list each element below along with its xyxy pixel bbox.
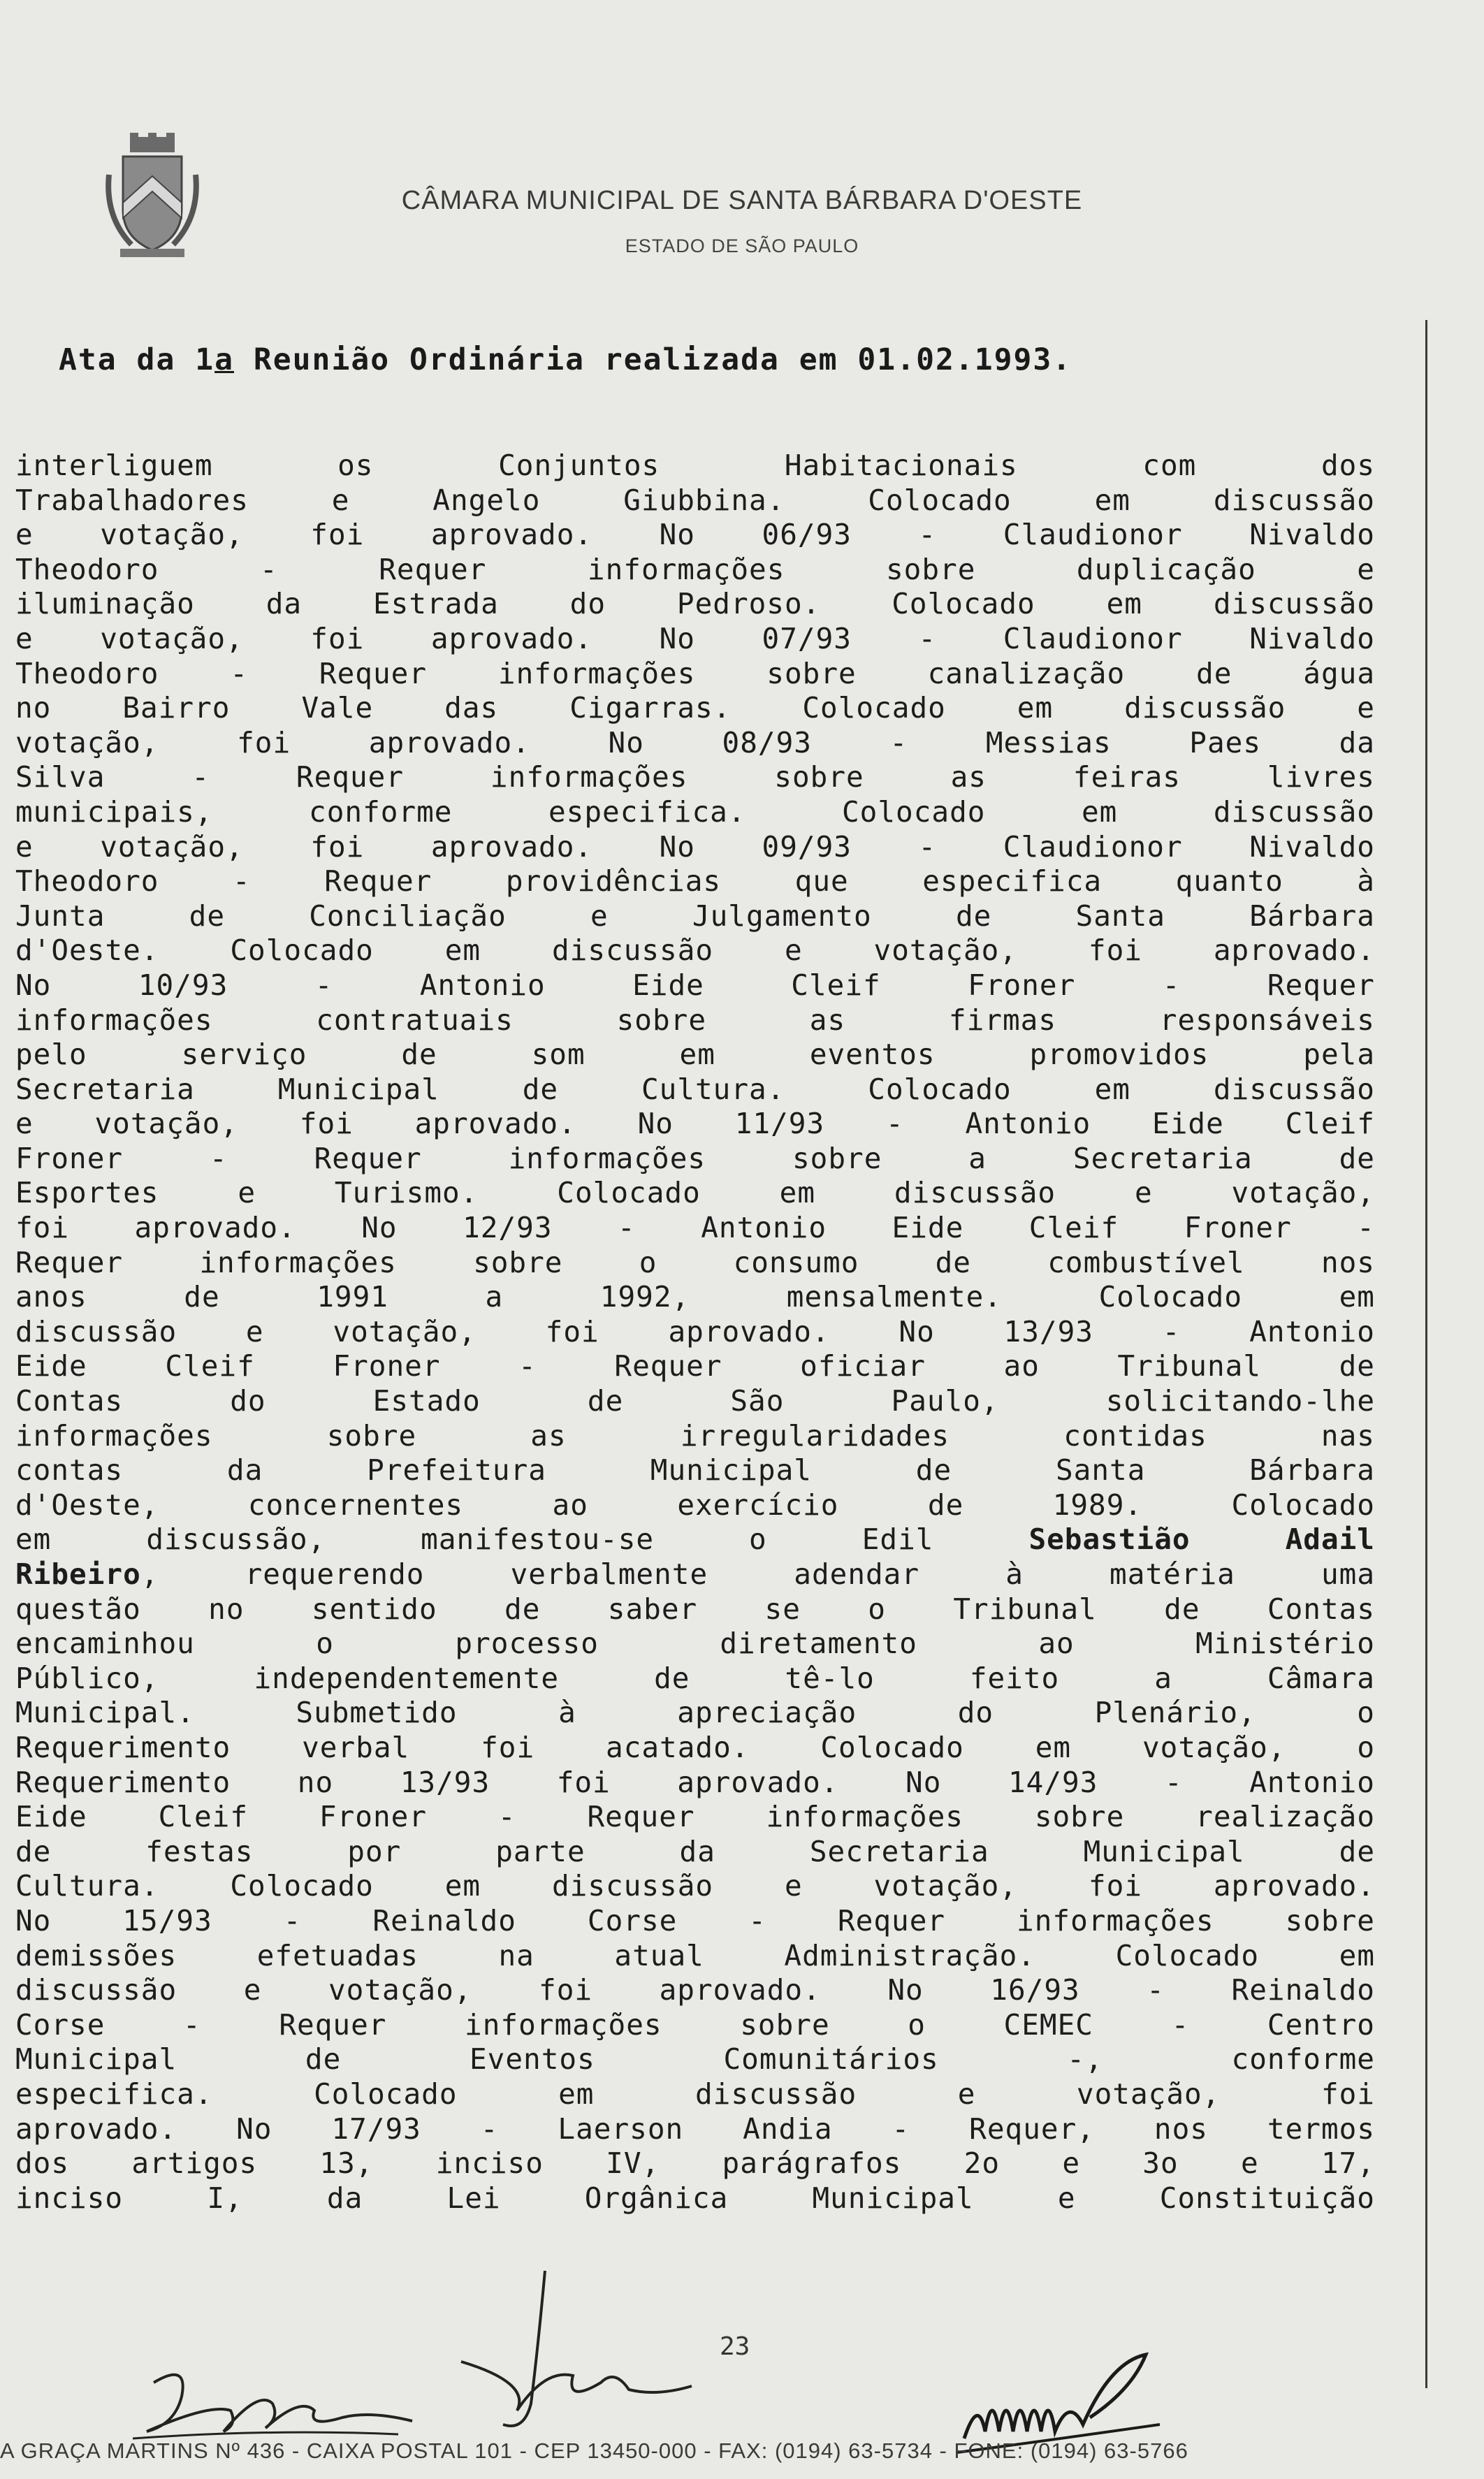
text-line: demissões efetuadas na atual Administração. Colocado em <box>15 1938 1375 1972</box>
text-line: Eide Cleif Froner - Requer oficiar ao Tribunal de <box>15 1349 1375 1383</box>
text-line: pelo serviço de som em eventos promovidos pela <box>15 1038 1375 1072</box>
letterhead-footer: A GRAÇA MARTINS Nº 436 - CAIXA POSTAL 101 - CEP 13450-000 - FAX: (0194) 63-5734 - FONE: (0194) 63-5766 <box>0 2438 1188 2463</box>
text-line: informações sobre as irregularidades contidas nas <box>15 1418 1375 1453</box>
text-line: e votação, foi aprovado. No 07/93 - Claudionor Nivaldo <box>15 621 1375 655</box>
text-line: Trabalhadores e Angelo Giubbina. Colocado em discussão <box>15 483 1375 517</box>
title-prefix: Ata da 1 <box>59 342 215 377</box>
text-line: interliguem os Conjuntos Habitacionais com dos <box>15 449 1375 482</box>
text-line: e votação, foi aprovado. No 09/93 - Claudionor Nivaldo <box>15 829 1375 864</box>
text-line: especifica. Colocado em discussão e votação, foi <box>15 2077 1375 2111</box>
text-line: Municipal. Submetido à apreciação do Plenário, o <box>15 1696 1375 1730</box>
text-line: Theodoro - Requer informações sobre canalização de água <box>15 656 1375 690</box>
margin-line <box>1425 320 1427 2388</box>
text-line: de festas por parte da Secretaria Municipal de <box>15 1834 1375 1868</box>
title-rest: Reunião Ordinária realizada em 01.02.1993. <box>234 342 1072 377</box>
text-line: Cultura. Colocado em discussão e votação, foi aprovado. <box>15 1869 1375 1903</box>
text-line: e votação, foi aprovado. No 11/93 - Antonio Eide Cleif <box>15 1107 1375 1141</box>
text-line: em discussão, manifestou-se o Edil Sebastião Adail <box>15 1522 1375 1557</box>
text-line: Público, independentemente de tê-lo feito a Câmara <box>15 1661 1375 1695</box>
text-line: aprovado. No 17/93 - Laerson Andia - Requer, nos termos <box>15 2111 1375 2146</box>
text-line: inciso I, da Lei Orgânica Municipal e Constituição <box>15 2181 1375 2215</box>
text-line: No 15/93 - Reinaldo Corse - Requer informações sobre <box>15 1903 1375 1938</box>
text-line: contas da Prefeitura Municipal de Santa Bárbara <box>15 1453 1375 1488</box>
minutes-title <box>59 342 1407 377</box>
signature-2-icon <box>433 2264 699 2445</box>
text-line: e votação, foi aprovado. No 06/93 - Claudionor Nivaldo <box>15 518 1375 552</box>
text-line: discussão e votação, foi aprovado. No 16/93 - Reinaldo <box>15 1973 1375 2007</box>
text-line: Requer informações sobre o consumo de combustível nos <box>15 1245 1375 1279</box>
text-line: d'Oeste, concernentes ao exercício de 1989. Colocado <box>15 1488 1375 1522</box>
text-line: d'Oeste. Colocado em discussão e votação, foi aprovado. <box>15 933 1375 968</box>
title-ordinal: a <box>214 342 234 377</box>
state-name: ESTADO DE SÃO PAULO <box>625 235 859 256</box>
text-line: discussão e votação, foi aprovado. No 13/93 - Antonio <box>15 1314 1375 1348</box>
text-line: informações contratuais sobre as firmas responsáveis <box>15 1003 1375 1037</box>
text-line: Ribeiro, requerendo verbalmente adendar à matéria uma <box>15 1557 1375 1591</box>
text-line: Silva - Requer informações sobre as feiras livres <box>15 760 1375 794</box>
text-line: dos artigos 13, inciso IV, parágrafos 2o e 3o e 17, <box>15 2146 1375 2181</box>
page-number: 23 <box>720 2332 750 2361</box>
text-line: encaminhou o processo diretamento ao Ministério <box>15 1627 1375 1661</box>
text-line: anos de 1991 a 1992, mensalmente. Colocado em <box>15 1280 1375 1314</box>
letterhead <box>0 186 1484 257</box>
text-line: Secretaria Municipal de Cultura. Colocado em discussão <box>15 1072 1375 1106</box>
text-line: municipais, conforme especifica. Colocado em discussão <box>15 794 1375 829</box>
text-line: Froner - Requer informações sobre a Secretaria de <box>15 1141 1375 1175</box>
text-line: Eide Cleif Froner - Requer informações sobre realização <box>15 1800 1375 1834</box>
signature-1-icon <box>133 2362 426 2445</box>
text-line: no Bairro Vale das Cigarras. Colocado em discussão e <box>15 691 1375 725</box>
text-line: foi aprovado. No 12/93 - Antonio Eide Cleif Froner - <box>15 1211 1375 1245</box>
text-line: Esportes e Turismo. Colocado em discussão e votação, <box>15 1176 1375 1210</box>
minutes-body <box>15 449 1375 2216</box>
text-line: Corse - Requer informações sobre o CEMEC - Centro <box>15 2007 1375 2042</box>
text-line: No 10/93 - Antonio Eide Cleif Froner - Requer <box>15 968 1375 1002</box>
institution-name: CÂMARA MUNICIPAL DE SANTA BÁRBARA D'OESTE <box>401 186 1083 215</box>
text-line: iluminação da Estrada do Pedroso. Colocado em discussão <box>15 587 1375 621</box>
text-line: Requerimento no 13/93 foi aprovado. No 14/93 - Antonio <box>15 1765 1375 1799</box>
text-line: Municipal de Eventos Comunitários -, conforme <box>15 2042 1375 2077</box>
text-line: Requerimento verbal foi acatado. Colocado em votação, o <box>15 1730 1375 1764</box>
text-line: votação, foi aprovado. No 08/93 - Messias Paes da <box>15 725 1375 759</box>
text-line: questão no sentido de saber se o Tribunal de Contas <box>15 1592 1375 1626</box>
text-line: Contas do Estado de São Paulo, solicitando-lhe <box>15 1384 1375 1418</box>
text-line: Theodoro - Requer providências que especifica quanto à <box>15 864 1375 899</box>
text-line: Junta de Conciliação e Julgamento de Santa Bárbara <box>15 899 1375 933</box>
text-line: Theodoro - Requer informações sobre duplicação e <box>15 552 1375 586</box>
